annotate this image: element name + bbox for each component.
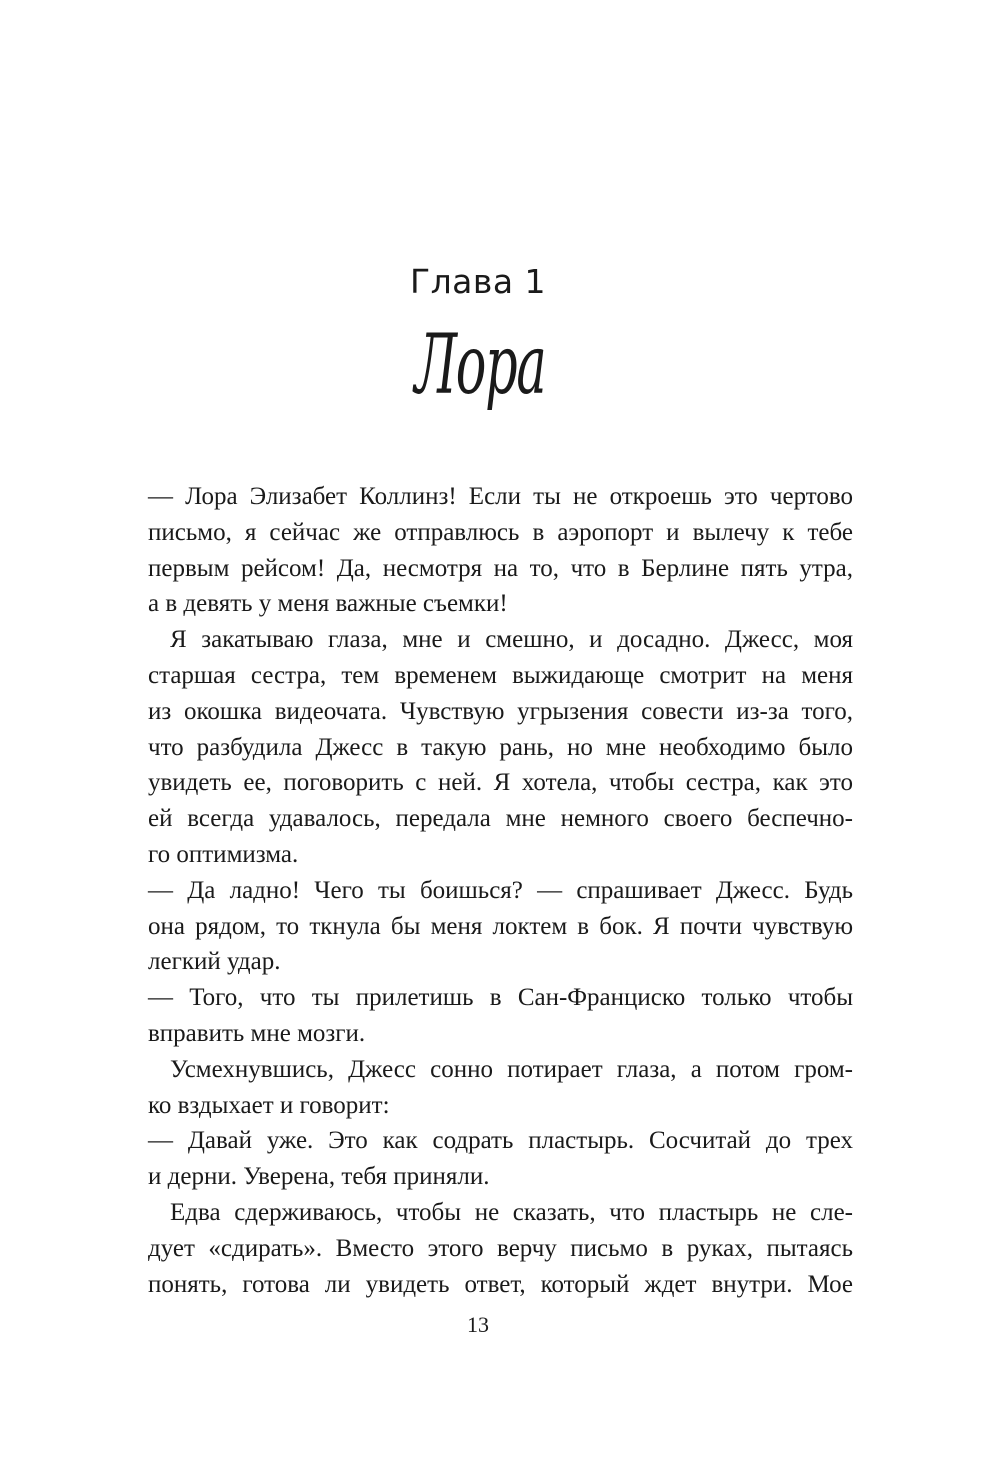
text-line: легкий удар. — [148, 948, 281, 976]
text-line: а в девять у меня важные съемки! — [148, 590, 508, 618]
chapter-title: Лора — [414, 318, 546, 413]
text-line: письмо, я сейчас же отправлюсь в аэропорт и вылечу к тебе — [148, 518, 853, 546]
text-line: и дерни. Уверена, тебя приняли. — [148, 1163, 490, 1191]
text-line: первым рейсом! Да, несмотря на то, что в Берлине пять утра, — [148, 554, 853, 582]
text-line: — Да ладно! Чего ты боишься? — спрашивает Джесс. Будь — [148, 876, 853, 904]
text-line: из окошка видеочата. Чувствую угрызения совести из-за того, — [148, 697, 853, 725]
page-number: 13 — [467, 1312, 489, 1337]
text-line: она рядом, то ткнула бы меня локтем в бок. Я почти чувствую — [148, 912, 853, 940]
text-line: го оптимизма. — [148, 840, 299, 868]
text-line: дует «сдирать». Вместо этого верчу письмо в руках, пытаясь — [148, 1234, 853, 1262]
text-line: — Того, что ты прилетишь в Сан-Франциско только чтобы — [148, 984, 853, 1012]
text-line: вправить мне мозги. — [148, 1019, 366, 1047]
text-line: ко вздыхает и говорит: — [148, 1091, 390, 1119]
text-line: старшая сестра, тем временем выжидающе смотрит на меня — [148, 661, 853, 689]
text-line: Усмехнувшись, Джесс сонно потирает глаза, а потом гром- — [170, 1055, 853, 1083]
text-line: увидеть ее, поговорить с ней. Я хотела, чтобы сестра, как это — [148, 769, 853, 797]
text-line: — Давай уже. Это как содрать пластырь. Сосчитай до трех — [148, 1127, 853, 1155]
body-text — [148, 479, 853, 1302]
text-line: Я закатываю глаза, мне и смешно, и досадно. Джесс, моя — [170, 626, 853, 654]
text-line: что разбудила Джесс в такую рань, но мне необходимо было — [148, 733, 853, 761]
text-line: понять, готова ли увидеть ответ, который ждет внутри. Мое — [148, 1270, 853, 1298]
text-line: ей всегда удавалось, передала мне немного своего беспечно- — [148, 805, 853, 833]
text-line: Едва сдерживаюсь, чтобы не сказать, что пластырь не сле- — [170, 1198, 853, 1226]
chapter-label: Глава 1 — [409, 262, 547, 301]
text-line: — Лора Элизабет Коллинз! Если ты не откроешь это чертово — [148, 483, 853, 510]
